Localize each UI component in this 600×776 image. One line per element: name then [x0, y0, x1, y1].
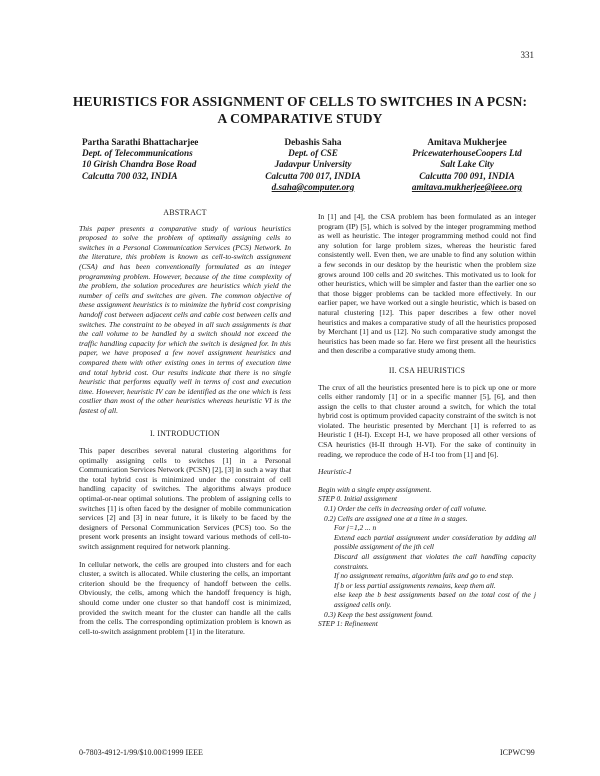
algorithm-line: 0.3) Keep the best assignment found.: [324, 609, 433, 619]
author-block-3: [372, 137, 562, 193]
author-email[interactable]: amitava.mukherjee@ieee.org: [411, 181, 523, 192]
right-paragraph-1: In [1] and [4], the CSA problem has been formulated as an integer program (IP) [5], which is solved by the integer programming method as well as heuristic. The integer programming method could not find any solution for large problem sizes, whereas the heuristic fared consistently well. Even then, we are unable to find any solution within a few seconds in our desktop by the heuristic when the problem size grows around 100 cells and 20 switches. This motivated us to look for other heuristics, which will be simpler and faster than the earlier one so that those bigger problems can be tackled more effectively. In our earlier paper, we have worked out a single heuristic, which is based on natural clustering [12]. This paper describes a few other novel heuristics and makes a comparative study of all the heuristics proposed by Merchant [1] and us [12]. No such comparative study amongst the heuristics has been made so far. Here we first present all the heuristics and then describe a comparative study among them.: [318, 212, 536, 356]
footer-conference: ICPWC'99: [500, 748, 535, 757]
page-number: 331: [520, 50, 534, 60]
author-dept: PricewaterhouseCoopers Ltd: [412, 148, 522, 159]
csa-heuristics-heading: II. CSA HEURISTICS: [388, 365, 466, 375]
introduction-paragraph-1: This paper describes several natural clustering algorithms for optimally assigning cells to switches [1] in a Personal Communication Services Network (PCSN) [2], [3] in such a way that the total hybrid cost is minimized under the constraint of cell handling capacity of switches. The algorithms always produce optimal-or-near optimal solutions. The problem of assigning cells to switches [1] is often faced by the designer of mobile communication services [2] and [3] in near future, it is likely to be faced by the designers of Personal Communication Services (PCS) too. So the present work presents an insight toward various methods of cell-to-switch assignment required for network planning.: [79, 446, 291, 551]
algorithm-line: Begin with a single empty assignment.: [318, 484, 432, 494]
author-name: Debashis Saha: [284, 137, 342, 147]
algorithm-line: else keep the b best assignments based on the total cost of the j assigned cells only.: [334, 590, 536, 609]
algorithm-line: Discard all assignment that violates the call handling capacity constraints.: [334, 552, 536, 571]
introduction-heading: I. INTRODUCTION: [149, 429, 221, 439]
algorithm-listing: [318, 485, 536, 629]
algorithm-line: If no assignment remains, algorithm fails and go to end step.: [334, 571, 514, 581]
left-column: [79, 208, 291, 636]
algorithm-line: Extend each partial assignment under consideration by adding all possible assignment of the jth cell: [334, 532, 536, 552]
algorithm-line: 0.1) Order the cells in decreasing order of call volume.: [324, 504, 487, 514]
author-city: Calcutta 700 017, INDIA: [265, 170, 361, 181]
author-dept: Dept. of CSE: [288, 148, 338, 159]
algorithm-line: If b or less partial assignments remains, keep them all.: [334, 580, 496, 590]
author-address: 10 Girish Chandra Bose Road: [82, 159, 197, 170]
heuristic-label: Heuristic-I: [318, 467, 352, 477]
author-email[interactable]: d.saha@computer.org: [271, 181, 355, 192]
paper-title: [40, 93, 560, 127]
abstract-heading: ABSTRACT: [163, 208, 207, 217]
csa-paragraph: The crux of all the heuristics presented here is to pick up one or more cells either randomly [1] or in a specific manner [5], [6], and then assign the cells to that cluster around a switch, for which the total hybrid cost is optimum provided capacity constraint of the switch is not violated. The heuristic presented by Merchant [1] is referred to as Heuristic I (H-I). Except H-I, we have proposed all other versions of CSA heuristics (H-II through H-VI). For the sake of continuity in reading, we reproduce the code of H-I too from [1] and [6].: [318, 382, 536, 459]
author-name: Partha Sarathi Bhattacharjee: [82, 137, 199, 147]
author-city: Calcutta 700 091, INDIA: [419, 170, 515, 181]
algorithm-line: STEP 1: Refinement: [318, 619, 378, 629]
footer-copyright: 0-7803-4912-1/99/$10.00©1999 IEEE: [79, 748, 203, 757]
author-address: Salt Lake City: [440, 159, 494, 170]
author-dept: Dept. of Telecommunications: [82, 148, 193, 159]
author-name: Amitava Mukherjee: [427, 137, 507, 147]
algorithm-line: STEP 0. Initial assignment: [318, 494, 398, 504]
introduction-paragraph-2: In cellular network, the cells are grouped into clusters and for each cluster, a switch is allocated. While clustering the cells, an important criterion should be the frequency of handoff between the cells. Obviously, the cells, among which the handoff frequency is high, should come under one cluster so that handoff cost is minimized, provided the switch meant for the cluster can handle all the calls from the cells. The corresponding optimization problem is known as cell-to-switch assignment problem [1] in the literature.: [79, 559, 291, 636]
algorithm-line: For j=1,2 ... n: [334, 523, 377, 533]
author-address: Jadavpur University: [274, 159, 352, 170]
title-line-2: A COMPARATIVE STUDY: [217, 111, 383, 126]
abstract-text: This paper presents a comparative study of various heuristics proposed to solve the problem of optimally assigning cells to switches in a Personal Communication Services (PCS) Network. In the literature, this problem is known as cell-to-switch assignment (CSA) and has been conventionally formulated as an integer programming problem. However, because of the time complexity of the problem, the solution procedures are heuristics which yield the number of cells and switches are given. The common objective of these assignment heuristics is to minimize the hybrid cost comprising handoff cost between adjacent cells and cable cost between cells and switches. The constraint to be obeyed in all such assignments is that the call volume to be handled by a switch should not exceed the traffic handling capacity for which the switch is designed for. In this paper, we have proposed a few novel assignment heuristics and compared them with other existing ones in terms of execution time and total hybrid cost. Our results indicate that there is no single heuristic that performs equally well in terms of cost and execution time. However, heuristic IV can be identified as the one which is less costlier than most of the other heuristics whereas heuristic VI is the fastest of all.: [79, 223, 291, 415]
author-city: Calcutta 700 032, INDIA: [82, 170, 178, 181]
algorithm-line: 0.2) Cells are assigned one at a time in a stages.: [324, 513, 468, 523]
right-column: [318, 212, 536, 629]
title-line-1: HEURISTICS FOR ASSIGNMENT OF CELLS TO SWITCHES IN A PCSN:: [72, 94, 528, 109]
